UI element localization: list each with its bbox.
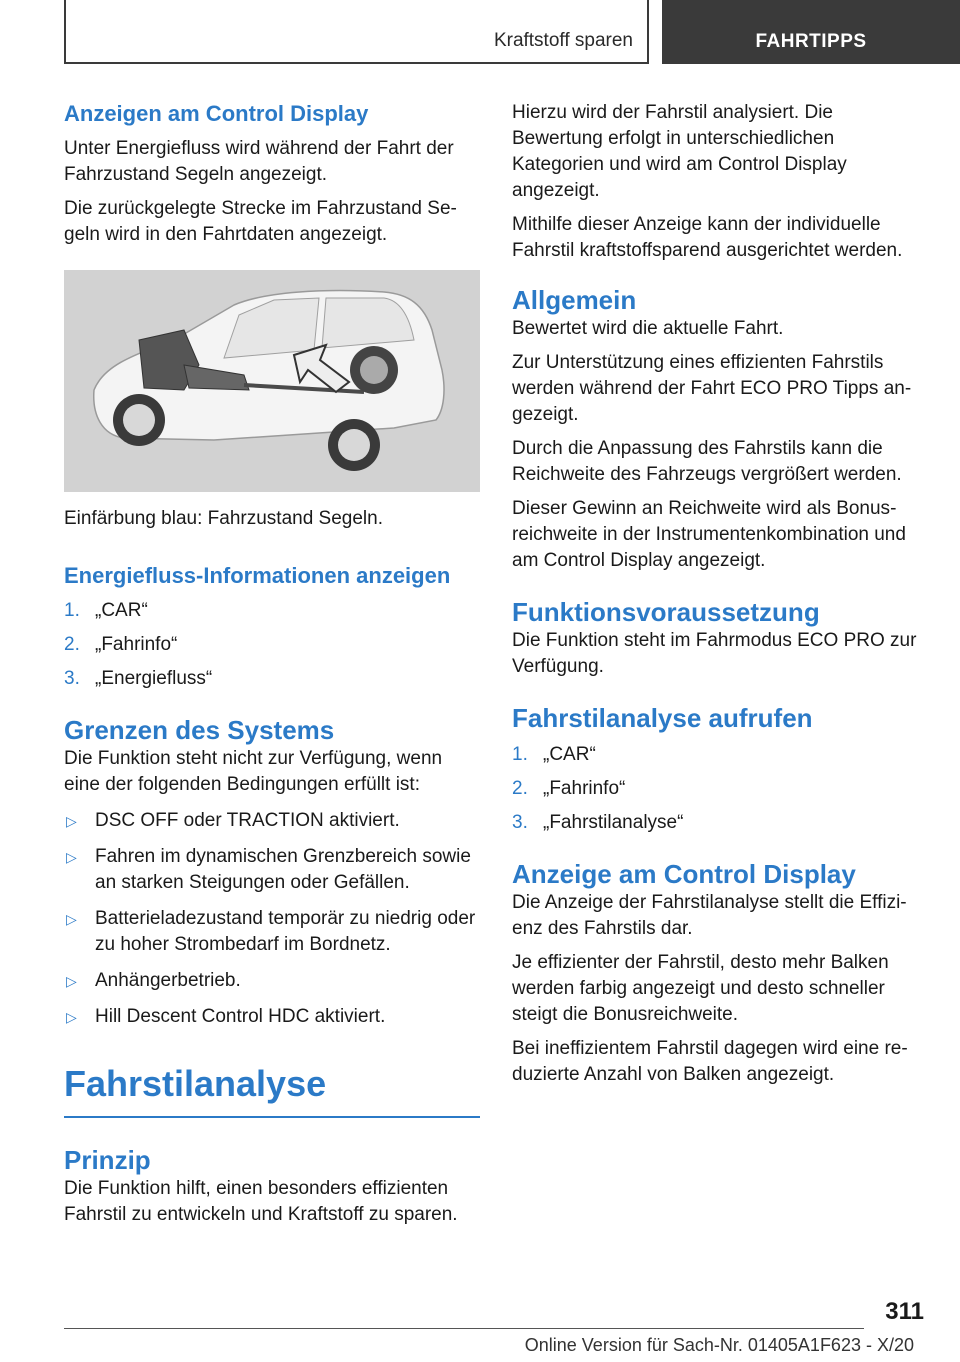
paragraph-general-3: Durch die Anpassung des Fahrstils kann die Reichweite des Fahrzeugs vergrößert werden.	[512, 438, 902, 485]
page-number: 311	[885, 1298, 924, 1325]
left-column	[64, 100, 480, 1228]
list-item: ▷ Hill Descent Control HDC aktiviert.	[64, 1004, 480, 1030]
section-title-fahrstilanalyse: Fahrstilanalyse	[64, 1062, 480, 1118]
header-chapter-tab	[662, 0, 960, 64]
heading-call-analysis: Fahrstilanalyse aufrufen	[512, 703, 813, 733]
list-item: 3. „Energiefluss“	[64, 668, 213, 689]
triangle-bullet-icon: ▷	[66, 1009, 77, 1025]
paragraph-principle: Die Funktion hilft, einen besonders effizienten Fahrstil zu entwickeln und Kraftstoff zu sparen.	[64, 1178, 458, 1225]
list-item: 2. „Fahrinfo“	[64, 634, 178, 655]
triangle-bullet-icon: ▷	[66, 973, 77, 989]
list-item: ▷ Fahren im dynamischen Grenzbereich sowie an starken Steigungen oder Gefällen.	[66, 846, 471, 893]
list-item: 3. „Fahrstilanalyse“	[512, 812, 684, 833]
limit-conditions	[64, 808, 480, 1030]
car-drawing	[64, 270, 480, 492]
paragraph-intro-2: Mithilfe dieser Anzeige kann der individuelle Fahrstil kraftstoffsparend ausgerichtet werden.	[512, 214, 903, 261]
figure-caption: Einfärbung blau: Fahrzustand Segeln.	[64, 508, 383, 529]
paragraph-requirements: Die Funktion steht im Fahrmodus ECO PRO zur Verfügung.	[512, 630, 917, 677]
heading-principle: Prinzip	[64, 1145, 151, 1175]
paragraph-general-4: Dieser Gewinn an Reichweite wird als Bonusreichweite in der Instrumentenkombination und am Control Display angezeigt.	[512, 498, 906, 571]
car-illustration	[64, 270, 480, 492]
list-item: 1. „CAR“	[512, 744, 596, 765]
heading-requirements: Funktionsvoraussetzung	[512, 597, 820, 627]
paragraph-disp-1: Die Anzeige der Fahrstilanalyse stellt die Effizienz des Fahrstils dar.	[512, 892, 907, 939]
energy-flow-steps	[64, 598, 480, 692]
paragraph-general-1: Bewertet wird die aktuelle Fahrt.	[512, 318, 784, 339]
triangle-bullet-icon: ▷	[66, 911, 77, 927]
list-item: 2. „Fahrinfo“	[512, 778, 626, 799]
paragraph-system-limits: Die Funktion steht nicht zur Verfügung, wenn eine der folgenden Bedingungen erfüllt ist:	[64, 748, 443, 795]
paragraph-display-2: Die zurückgelegte Strecke im Fahrzustand Segeln wird in den Fahrtdaten angezeigt.	[64, 198, 457, 245]
header-chapter-title: FAHRTIPPS	[755, 31, 867, 52]
heading-energy-flow: Energiefluss-Informationen anzeigen	[64, 563, 451, 588]
call-analysis-steps	[512, 742, 928, 836]
footer-divider	[64, 1328, 864, 1329]
paragraph-intro-1: Hierzu wird der Fahrstil analysiert. Die Bewertung erfolgt in unterschiedlichen Kategorien und wird am Control Display angezeigt.	[512, 102, 847, 201]
right-column	[512, 100, 928, 1088]
heading-general: Allgemein	[512, 285, 637, 315]
online-version-note: Online Version für Sach-Nr. 01405A1F623 - X/20	[524, 1335, 914, 1355]
list-item: ▷ DSC OFF oder TRACTION aktiviert.	[64, 808, 480, 834]
heading-display-right: Anzeige am Control Display	[512, 859, 856, 889]
paragraph-general-2: Zur Unterstützung eines effizienten Fahrstils werden während der Fahrt ECO PRO Tipps angezeigt.	[512, 352, 912, 425]
header-section-title: Kraftstoff sparen	[493, 30, 633, 51]
list-item: ▷ Batterieladezustand temporär zu niedrig oder zu hoher Strombedarf im Bordnetz.	[66, 908, 476, 955]
paragraph-disp-2: Je effizienter der Fahrstil, desto mehr Balken werden farbig angezeigt und desto schneller steigt die Bonusreichweite.	[512, 952, 889, 1025]
list-item: 1. „CAR“	[64, 600, 148, 621]
triangle-bullet-icon: ▷	[66, 813, 77, 829]
heading-display: Anzeigen am Control Display	[64, 101, 369, 126]
paragraph-disp-3: Bei ineffizientem Fahrstil dagegen wird eine reduzierte Anzahl von Balken angezeigt.	[512, 1038, 908, 1085]
paragraph-display-1: Unter Energiefluss wird während der Fahrt der Fahrzustand Segeln angezeigt.	[64, 138, 454, 185]
list-item: ▷ Anhängerbetrieb.	[64, 968, 480, 994]
triangle-bullet-icon: ▷	[66, 849, 77, 865]
header-section-box	[64, 0, 649, 64]
heading-system-limits: Grenzen des Systems	[64, 715, 335, 745]
